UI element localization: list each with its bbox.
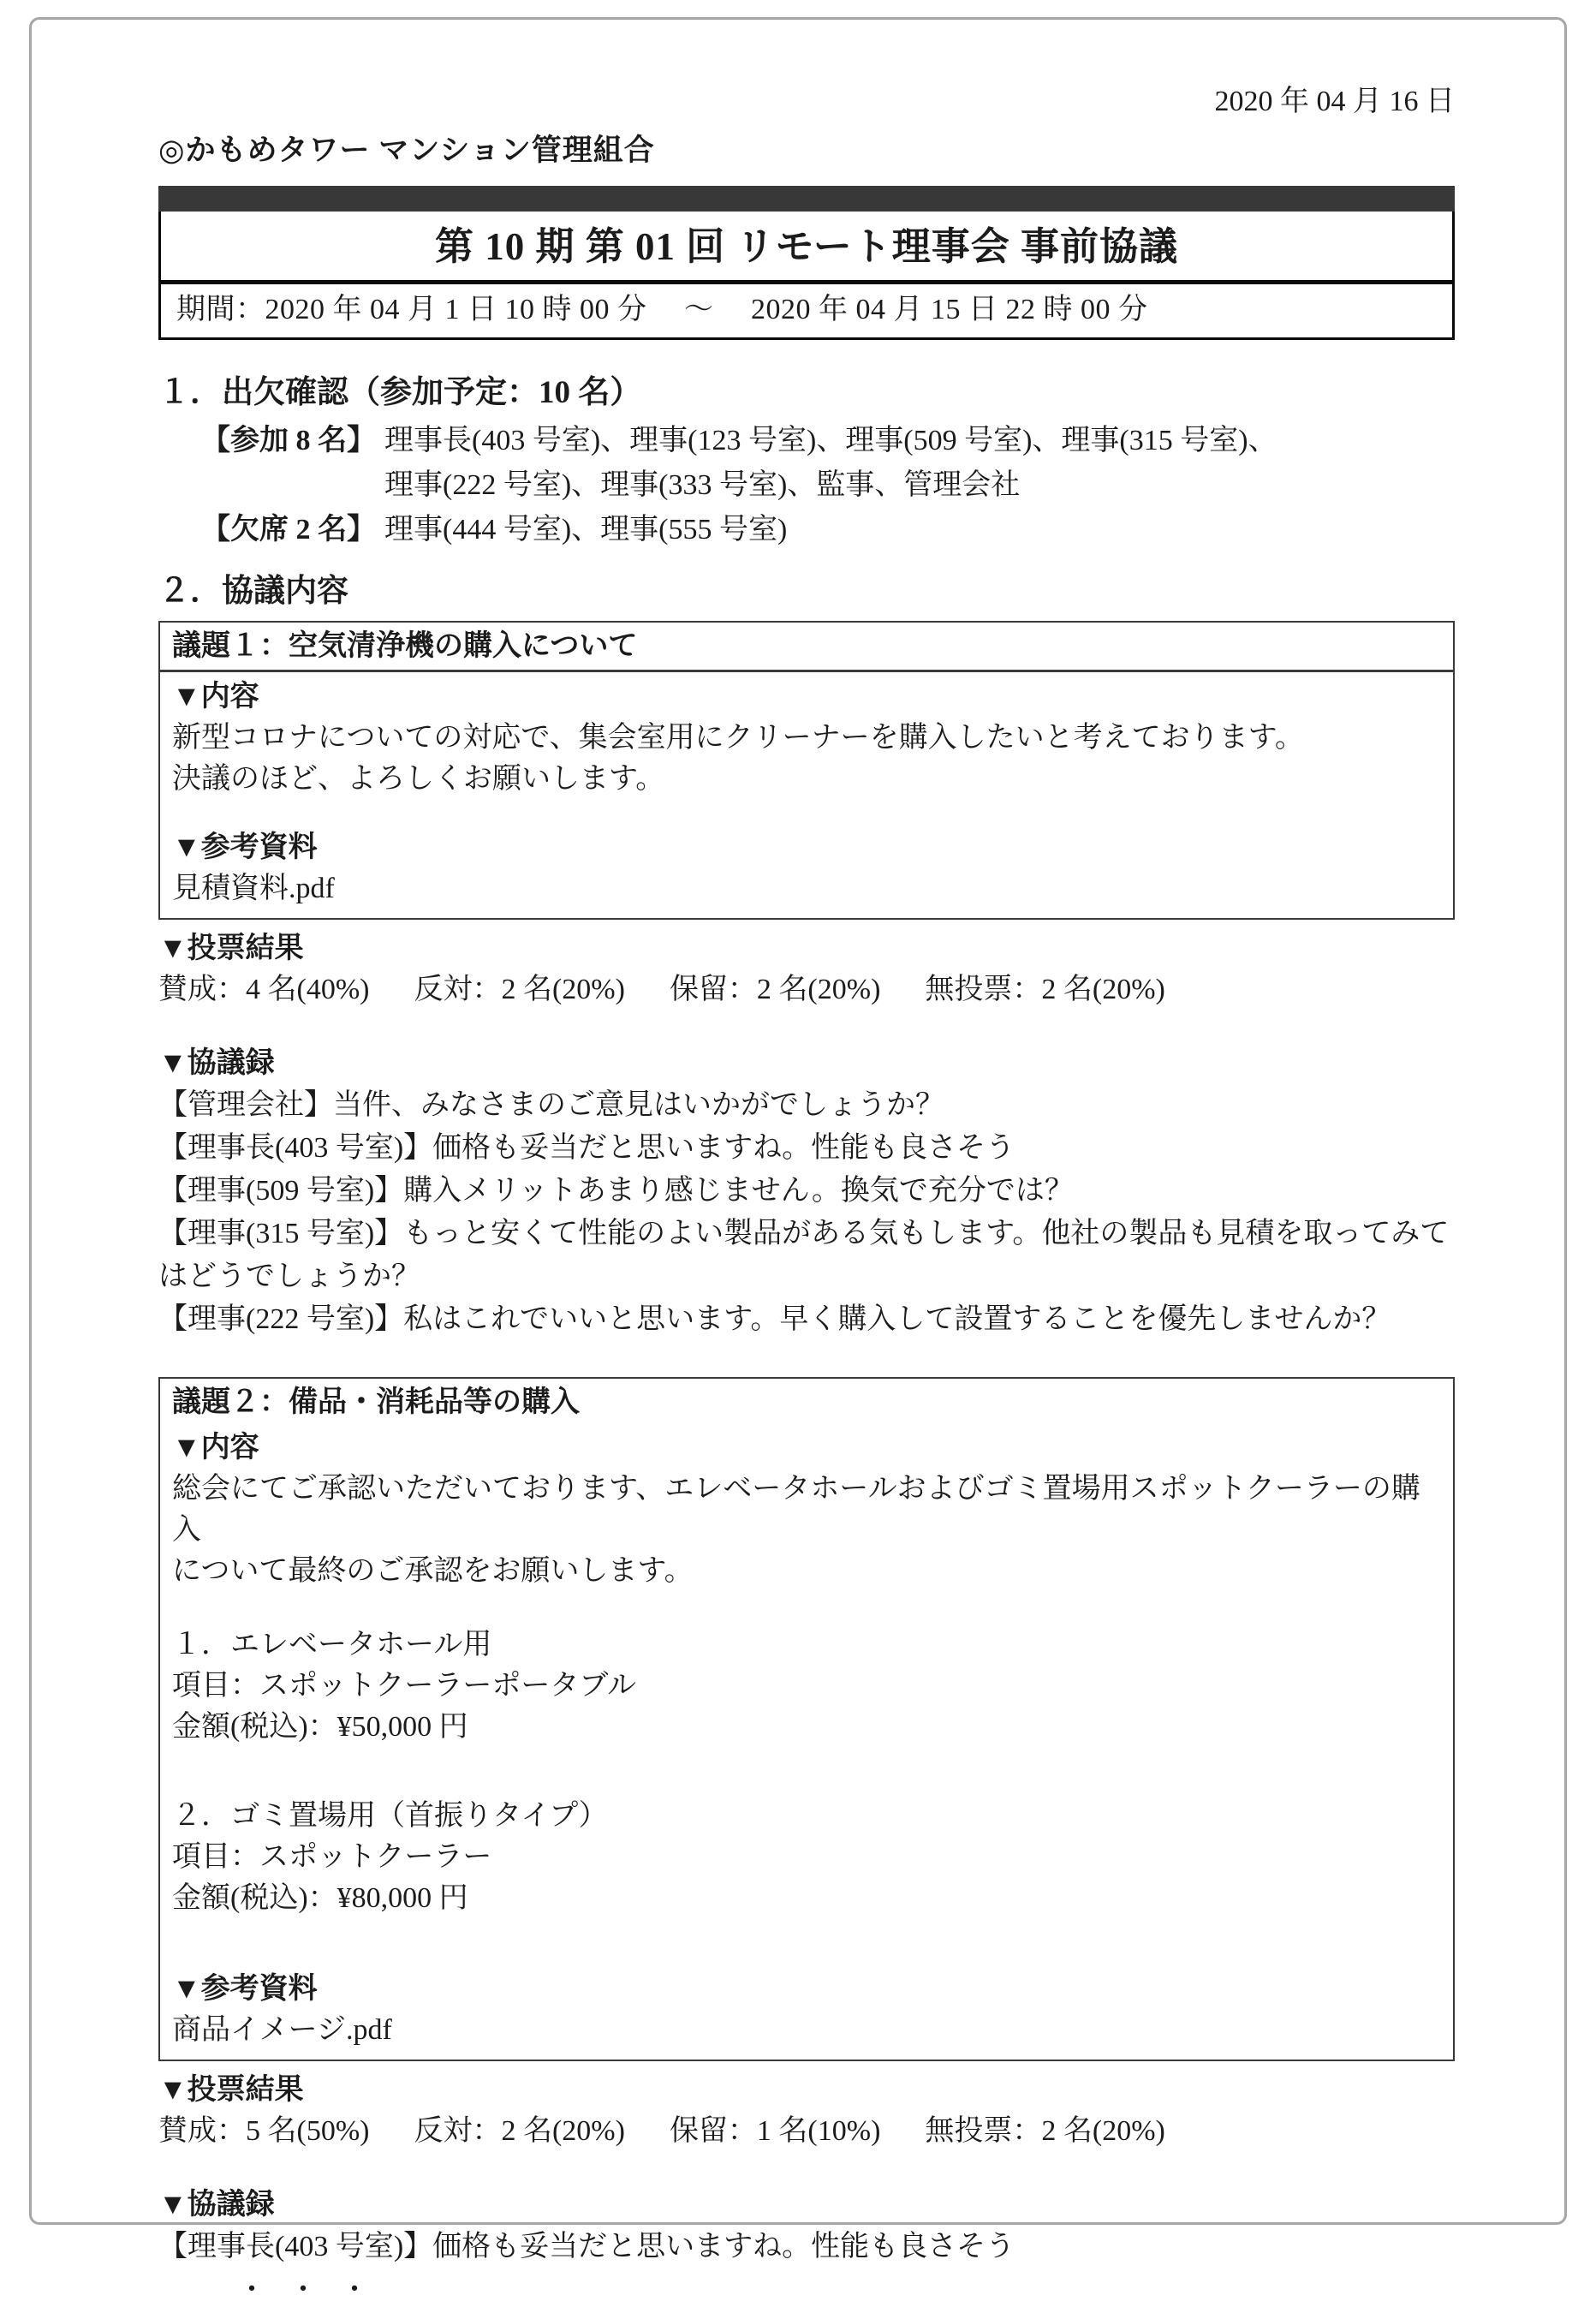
- purchase-item-1: [172, 1624, 1441, 1748]
- item-price: 金額(税込)：¥80,000 円: [172, 1882, 468, 1914]
- absentee-row: [201, 508, 1455, 552]
- document-content: [32, 20, 1564, 2313]
- meeting-title: 第 10 期 第 01 回 リモート理事会 事前協議: [435, 225, 1178, 268]
- vote-against: 反対：2 名(20%): [414, 2115, 625, 2147]
- vote-hold: 保留：1 名(10%): [669, 2115, 881, 2147]
- document-date: 2020 年 04 月 16 日: [1214, 86, 1455, 117]
- purchase-item-2: [172, 1796, 1441, 1919]
- agenda1-reference-section: [172, 827, 1441, 909]
- agenda2-box: [158, 1377, 1455, 2061]
- agenda1-body: [160, 672, 1453, 918]
- agenda2-body: [160, 1423, 1453, 2060]
- title-box: [158, 212, 1455, 340]
- minutes-continuation-ellipsis: ・・・: [237, 2274, 391, 2306]
- agenda2-reference-file: 商品イメージ.pdf: [172, 2014, 392, 2046]
- item-price: 金額(税込)：¥50,000 円: [172, 1711, 468, 1743]
- attend-names-line2: 理事(222 号室)、理事(333 号室)、監事、管理会社: [384, 469, 1021, 501]
- agenda2-minutes-label: ▼協議録: [158, 2189, 275, 2221]
- item-title: ２．ゴミ置場用（首振りタイプ）: [172, 1800, 608, 1832]
- agenda1-content-label: ▼内容: [172, 681, 259, 712]
- agenda1-content-line: 新型コロナについての対応で、集会室用にクリーナーを購入したいと考えております。: [172, 722, 1304, 754]
- agenda2-reference-label: ▼参考資料: [172, 1973, 318, 2005]
- agenda1-minutes: [158, 1084, 1455, 1341]
- vote-abstain: 無投票：2 名(20%): [925, 974, 1165, 1005]
- agenda1-reference-file: 見積資料.pdf: [172, 873, 335, 904]
- meeting-period: 期間：2020 年 04 月 1 日 10 時 00 分 ～ 2020 年 04 月 15 日 22 時 00 分: [161, 280, 1452, 337]
- vote-against: 反対：2 名(20%): [414, 974, 625, 1005]
- agenda2-content-label: ▼内容: [172, 1432, 259, 1464]
- vote-hold: 保留：2 名(20%): [669, 974, 881, 1005]
- absent-count-label: 【欠席 2 名】: [201, 514, 376, 545]
- attendance-block: [201, 419, 1455, 552]
- agenda2-header: 議題２：備品・消耗品等の購入: [172, 1386, 580, 1418]
- attend-names-line1: 理事長(403 号室)、理事(123 号室)、理事(509 号室)、理事(315 号室)、: [384, 425, 1277, 456]
- attend-names: [384, 419, 1455, 508]
- minutes-entry: 【理事(509 号室)】購入メリットあまり感じません。換気で充分では？: [158, 1175, 1074, 1207]
- minutes-entry: 【理事長(403 号室)】価格も妥当だと思いますね。性能も良さそう: [158, 2231, 1015, 2262]
- item-name: 項目：スポットクーラーポータブル: [172, 1670, 636, 1702]
- discussion-heading: ２．協議内容: [158, 574, 348, 609]
- document-page: [29, 17, 1567, 2306]
- org-name: ◎かもめタワー マンション管理組合: [158, 134, 655, 167]
- agenda2-vote-results-label: ▼投票結果: [158, 2074, 304, 2106]
- agenda1-box: [158, 621, 1455, 920]
- title-block: [158, 186, 1455, 340]
- vote-for: 賛成：5 名(50%): [158, 2115, 370, 2147]
- agenda2-minutes: [158, 2226, 1455, 2268]
- agenda1-header: 議題１：空気清浄機の購入について: [160, 623, 1453, 672]
- vote-for: 賛成：4 名(40%): [158, 974, 370, 1005]
- agenda2-reference-section: [172, 1969, 1441, 2051]
- agenda2-content-line: について最終のご承認をお願いします。: [172, 1555, 694, 1587]
- minutes-entry: 【管理会社】当件、みなさまのご意見はいかがでしょうか？: [158, 1089, 944, 1121]
- agenda2-content-line: 総会にてご承認いただいております、エレベータホールおよびゴミ置場用スポットクーラーの購入: [172, 1473, 1420, 1546]
- attend-count-label: 【参加 8 名】: [201, 425, 376, 456]
- agenda1-vote-results-label: ▼投票結果: [158, 933, 304, 964]
- absent-names: 理事(444 号室)、理事(555 号室): [384, 514, 788, 545]
- agenda1-minutes-label: ▼協議録: [158, 1047, 275, 1079]
- item-title: １．エレベータホール用: [172, 1629, 492, 1660]
- minutes-entry: 【理事(315 号室)】もっと安くて性能のよい製品がある気もします。他社の製品も見積を取ってみてはどうでしょうか？: [158, 1218, 1450, 1292]
- agenda1-vote-results: [158, 969, 1455, 1010]
- agenda2-vote-results: [158, 2111, 1455, 2152]
- title-accent-bar: [158, 186, 1455, 212]
- attendance-heading: １．出欠確認（参加予定：10 名）: [158, 375, 642, 410]
- attendee-row: [201, 419, 1455, 508]
- vote-abstain: 無投票：2 名(20%): [925, 2115, 1165, 2147]
- agenda1-content-line: 決議のほど、よろしくお願いします。: [172, 763, 665, 795]
- minutes-entry: 【理事長(403 号室)】価格も妥当だと思いますね。性能も良さそう: [158, 1132, 1015, 1164]
- agenda1-reference-label: ▼参考資料: [172, 832, 318, 863]
- minutes-entry: 【理事(222 号室)】私はこれでいいと思います。早く購入して設置することを優先しませんか？: [158, 1303, 1391, 1335]
- item-name: 項目：スポットクーラー: [172, 1841, 492, 1873]
